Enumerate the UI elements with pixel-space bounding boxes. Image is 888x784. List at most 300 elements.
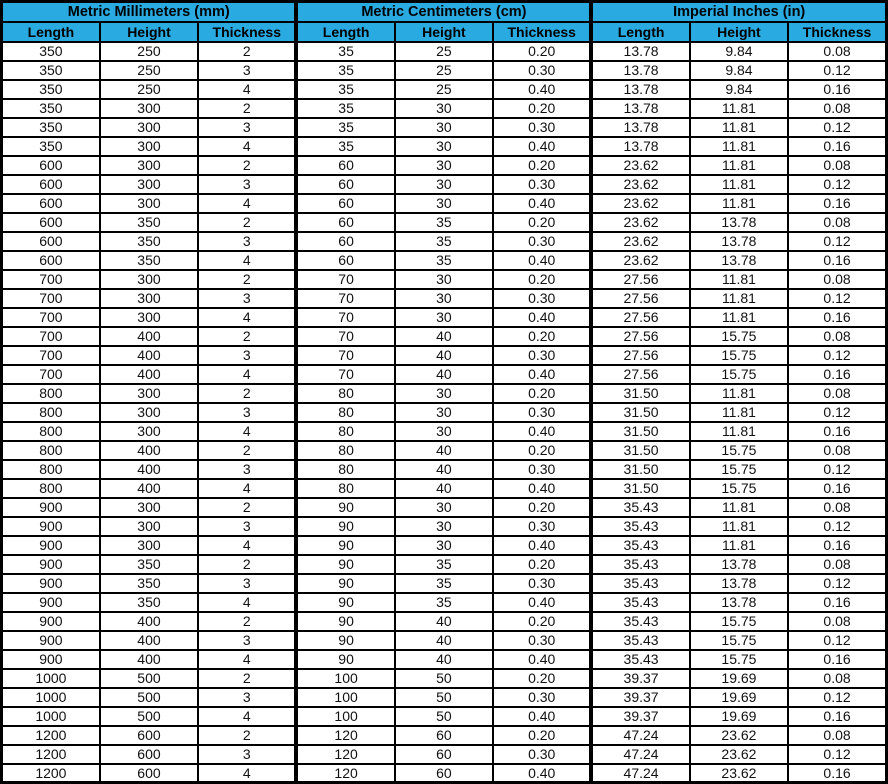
cell-in-height: 15.75 — [690, 346, 788, 365]
table-row — [2, 517, 887, 536]
cell-cm-height: 35 — [395, 593, 493, 612]
cell-in-length: 35.43 — [591, 555, 689, 574]
cell-mm-height: 300 — [100, 137, 198, 156]
cell-cm-thickness: 0.20 — [493, 156, 591, 175]
cell-mm-length: 700 — [2, 308, 100, 327]
cell-in-length: 35.43 — [591, 574, 689, 593]
cell-cm-height: 30 — [395, 517, 493, 536]
cell-in-height: 23.62 — [690, 764, 788, 783]
cell-cm-thickness: 0.30 — [493, 289, 591, 308]
cell-mm-thickness: 2 — [198, 498, 296, 517]
cell-in-height: 11.81 — [690, 137, 788, 156]
cell-cm-height: 60 — [395, 726, 493, 745]
col-header-mm-height: Height — [100, 22, 198, 42]
table-row — [2, 574, 887, 593]
cell-in-thickness: 0.12 — [788, 460, 886, 479]
cell-cm-height: 30 — [395, 536, 493, 555]
cell-in-length: 27.56 — [591, 365, 689, 384]
table-row — [2, 384, 887, 403]
table-row — [2, 327, 887, 346]
table-row — [2, 688, 887, 707]
cell-mm-height: 400 — [100, 612, 198, 631]
cell-in-height: 13.78 — [690, 213, 788, 232]
cell-cm-height: 30 — [395, 175, 493, 194]
table-row — [2, 137, 887, 156]
cell-mm-length: 1200 — [2, 726, 100, 745]
cell-in-length: 23.62 — [591, 213, 689, 232]
cell-cm-thickness: 0.30 — [493, 118, 591, 137]
cell-mm-height: 600 — [100, 745, 198, 764]
cell-mm-thickness: 2 — [198, 726, 296, 745]
cell-mm-thickness: 4 — [198, 137, 296, 156]
cell-mm-length: 800 — [2, 384, 100, 403]
cell-mm-length: 900 — [2, 498, 100, 517]
cell-cm-thickness: 0.40 — [493, 194, 591, 213]
cell-cm-height: 40 — [395, 441, 493, 460]
table-row — [2, 479, 887, 498]
table-row — [2, 175, 887, 194]
cell-cm-length: 80 — [296, 460, 394, 479]
cell-in-height: 11.81 — [690, 118, 788, 137]
cell-in-thickness: 0.12 — [788, 175, 886, 194]
cell-in-height: 19.69 — [690, 707, 788, 726]
cell-mm-length: 1000 — [2, 707, 100, 726]
cell-cm-length: 90 — [296, 536, 394, 555]
cell-in-length: 31.50 — [591, 422, 689, 441]
cell-cm-thickness: 0.20 — [493, 498, 591, 517]
cell-cm-height: 30 — [395, 308, 493, 327]
cell-in-height: 9.84 — [690, 80, 788, 99]
col-header-cm-height: Height — [395, 22, 493, 42]
table-row — [2, 232, 887, 251]
cell-cm-length: 35 — [296, 61, 394, 80]
cell-in-height: 13.78 — [690, 251, 788, 270]
cell-mm-length: 1000 — [2, 688, 100, 707]
cell-mm-height: 400 — [100, 327, 198, 346]
group-header-row — [2, 2, 887, 22]
cell-mm-thickness: 4 — [198, 593, 296, 612]
cell-in-thickness: 0.16 — [788, 80, 886, 99]
cell-in-length: 35.43 — [591, 650, 689, 669]
cell-in-length: 23.62 — [591, 251, 689, 270]
cell-cm-length: 90 — [296, 574, 394, 593]
table-row — [2, 80, 887, 99]
cell-in-thickness: 0.08 — [788, 156, 886, 175]
cell-cm-thickness: 0.40 — [493, 422, 591, 441]
cell-mm-thickness: 3 — [198, 745, 296, 764]
cell-mm-height: 300 — [100, 99, 198, 118]
cell-mm-height: 500 — [100, 707, 198, 726]
cell-in-thickness: 0.12 — [788, 745, 886, 764]
cell-mm-thickness: 4 — [198, 479, 296, 498]
cell-mm-height: 250 — [100, 42, 198, 61]
cell-cm-thickness: 0.20 — [493, 213, 591, 232]
cell-in-thickness: 0.08 — [788, 42, 886, 61]
cell-in-thickness: 0.16 — [788, 137, 886, 156]
cell-cm-height: 50 — [395, 669, 493, 688]
cell-cm-thickness: 0.20 — [493, 327, 591, 346]
cell-mm-height: 300 — [100, 498, 198, 517]
cell-in-length: 27.56 — [591, 346, 689, 365]
cell-cm-length: 100 — [296, 688, 394, 707]
cell-cm-height: 40 — [395, 327, 493, 346]
cell-cm-height: 50 — [395, 688, 493, 707]
cell-in-length: 35.43 — [591, 631, 689, 650]
cell-mm-length: 600 — [2, 175, 100, 194]
cell-mm-length: 900 — [2, 555, 100, 574]
cell-in-length: 23.62 — [591, 194, 689, 213]
cell-mm-thickness: 3 — [198, 574, 296, 593]
table-row — [2, 289, 887, 308]
cell-mm-length: 800 — [2, 403, 100, 422]
cell-mm-height: 250 — [100, 61, 198, 80]
cell-in-length: 23.62 — [591, 232, 689, 251]
cell-mm-length: 600 — [2, 213, 100, 232]
cell-in-height: 11.81 — [690, 403, 788, 422]
cell-cm-thickness: 0.40 — [493, 365, 591, 384]
cell-cm-height: 60 — [395, 764, 493, 783]
cell-cm-length: 80 — [296, 403, 394, 422]
cell-in-height: 23.62 — [690, 745, 788, 764]
cell-in-thickness: 0.16 — [788, 308, 886, 327]
cell-cm-thickness: 0.30 — [493, 745, 591, 764]
cell-mm-length: 350 — [2, 61, 100, 80]
table-row — [2, 308, 887, 327]
cell-in-thickness: 0.16 — [788, 650, 886, 669]
cell-cm-height: 40 — [395, 479, 493, 498]
cell-in-length: 31.50 — [591, 460, 689, 479]
cell-mm-height: 400 — [100, 650, 198, 669]
table-header — [2, 2, 887, 42]
cell-mm-length: 350 — [2, 80, 100, 99]
cell-in-thickness: 0.16 — [788, 707, 886, 726]
cell-in-length: 31.50 — [591, 384, 689, 403]
table-row — [2, 650, 887, 669]
cell-cm-thickness: 0.30 — [493, 346, 591, 365]
cell-cm-thickness: 0.30 — [493, 460, 591, 479]
cell-cm-length: 120 — [296, 764, 394, 783]
cell-cm-thickness: 0.40 — [493, 308, 591, 327]
table-row — [2, 460, 887, 479]
table-row — [2, 669, 887, 688]
cell-cm-height: 30 — [395, 99, 493, 118]
cell-in-thickness: 0.12 — [788, 574, 886, 593]
cell-cm-length: 35 — [296, 137, 394, 156]
cell-cm-height: 25 — [395, 61, 493, 80]
cell-mm-thickness: 2 — [198, 327, 296, 346]
cell-cm-length: 80 — [296, 441, 394, 460]
cell-mm-length: 600 — [2, 251, 100, 270]
cell-in-thickness: 0.16 — [788, 536, 886, 555]
cell-in-height: 15.75 — [690, 327, 788, 346]
cell-cm-height: 50 — [395, 707, 493, 726]
cell-cm-thickness: 0.20 — [493, 384, 591, 403]
table-row — [2, 707, 887, 726]
cell-in-thickness: 0.08 — [788, 498, 886, 517]
cell-mm-thickness: 2 — [198, 612, 296, 631]
cell-cm-height: 40 — [395, 612, 493, 631]
cell-in-thickness: 0.16 — [788, 194, 886, 213]
col-header-cm-length: Length — [296, 22, 394, 42]
cell-in-thickness: 0.16 — [788, 422, 886, 441]
cell-mm-thickness: 4 — [198, 707, 296, 726]
cell-in-height: 15.75 — [690, 650, 788, 669]
cell-mm-thickness: 4 — [198, 194, 296, 213]
cell-cm-height: 30 — [395, 194, 493, 213]
group-header-imperial-in: Imperial Inches (in) — [591, 2, 886, 22]
cell-cm-height: 30 — [395, 422, 493, 441]
cell-in-thickness: 0.16 — [788, 593, 886, 612]
cell-in-height: 11.81 — [690, 289, 788, 308]
cell-mm-thickness: 3 — [198, 346, 296, 365]
cell-cm-thickness: 0.40 — [493, 764, 591, 783]
cell-mm-length: 900 — [2, 612, 100, 631]
table-row — [2, 441, 887, 460]
cell-mm-length: 350 — [2, 118, 100, 137]
cell-cm-height: 35 — [395, 251, 493, 270]
cell-mm-thickness: 3 — [198, 289, 296, 308]
cell-in-thickness: 0.08 — [788, 441, 886, 460]
cell-mm-thickness: 3 — [198, 175, 296, 194]
cell-cm-thickness: 0.30 — [493, 61, 591, 80]
table-row — [2, 612, 887, 631]
cell-mm-thickness: 4 — [198, 308, 296, 327]
cell-in-height: 11.81 — [690, 536, 788, 555]
cell-in-thickness: 0.08 — [788, 384, 886, 403]
cell-in-height: 15.75 — [690, 460, 788, 479]
cell-in-height: 11.81 — [690, 194, 788, 213]
cell-cm-length: 100 — [296, 669, 394, 688]
cell-mm-thickness: 2 — [198, 213, 296, 232]
cell-in-height: 13.78 — [690, 555, 788, 574]
cell-in-thickness: 0.08 — [788, 213, 886, 232]
cell-in-length: 13.78 — [591, 137, 689, 156]
cell-mm-thickness: 4 — [198, 251, 296, 270]
cell-mm-thickness: 3 — [198, 61, 296, 80]
cell-mm-height: 400 — [100, 365, 198, 384]
cell-mm-thickness: 2 — [198, 99, 296, 118]
cell-mm-height: 300 — [100, 403, 198, 422]
table-row — [2, 42, 887, 61]
cell-mm-height: 300 — [100, 156, 198, 175]
cell-cm-length: 70 — [296, 327, 394, 346]
cell-mm-height: 300 — [100, 175, 198, 194]
table-row — [2, 498, 887, 517]
table-row — [2, 99, 887, 118]
cell-mm-length: 700 — [2, 289, 100, 308]
cell-in-length: 23.62 — [591, 156, 689, 175]
cell-cm-length: 60 — [296, 251, 394, 270]
cell-in-thickness: 0.12 — [788, 688, 886, 707]
cell-mm-height: 300 — [100, 308, 198, 327]
cell-cm-height: 60 — [395, 745, 493, 764]
cell-in-length: 31.50 — [591, 403, 689, 422]
table-row — [2, 745, 887, 764]
cell-in-height: 11.81 — [690, 175, 788, 194]
cell-cm-height: 30 — [395, 384, 493, 403]
table-row — [2, 631, 887, 650]
cell-cm-thickness: 0.20 — [493, 42, 591, 61]
cell-in-height: 15.75 — [690, 365, 788, 384]
col-header-in-height: Height — [690, 22, 788, 42]
table-row — [2, 555, 887, 574]
cell-in-height: 13.78 — [690, 574, 788, 593]
cell-in-thickness: 0.08 — [788, 270, 886, 289]
cell-in-length: 47.24 — [591, 726, 689, 745]
cell-cm-height: 25 — [395, 42, 493, 61]
cell-mm-length: 700 — [2, 365, 100, 384]
col-header-cm-thickness: Thickness — [493, 22, 591, 42]
cell-mm-height: 350 — [100, 593, 198, 612]
cell-mm-height: 400 — [100, 479, 198, 498]
cell-mm-length: 700 — [2, 346, 100, 365]
cell-mm-height: 500 — [100, 688, 198, 707]
cell-mm-height: 350 — [100, 213, 198, 232]
cell-cm-thickness: 0.30 — [493, 175, 591, 194]
cell-in-height: 11.81 — [690, 308, 788, 327]
cell-mm-length: 900 — [2, 517, 100, 536]
cell-in-height: 11.81 — [690, 422, 788, 441]
cell-in-length: 13.78 — [591, 118, 689, 137]
cell-mm-thickness: 2 — [198, 42, 296, 61]
cell-mm-height: 300 — [100, 270, 198, 289]
cell-cm-length: 70 — [296, 365, 394, 384]
cell-mm-thickness: 4 — [198, 650, 296, 669]
cell-mm-thickness: 4 — [198, 536, 296, 555]
cell-cm-length: 90 — [296, 555, 394, 574]
cell-cm-length: 80 — [296, 384, 394, 403]
cell-in-height: 11.81 — [690, 156, 788, 175]
cell-mm-thickness: 4 — [198, 80, 296, 99]
cell-cm-length: 80 — [296, 422, 394, 441]
cell-in-height: 11.81 — [690, 517, 788, 536]
cell-mm-length: 600 — [2, 156, 100, 175]
cell-mm-length: 900 — [2, 574, 100, 593]
cell-mm-height: 400 — [100, 460, 198, 479]
cell-cm-height: 40 — [395, 631, 493, 650]
cell-in-thickness: 0.08 — [788, 612, 886, 631]
table-row — [2, 764, 887, 783]
cell-cm-length: 80 — [296, 479, 394, 498]
table-row — [2, 270, 887, 289]
cell-in-thickness: 0.12 — [788, 118, 886, 137]
cell-cm-thickness: 0.40 — [493, 536, 591, 555]
cell-cm-height: 40 — [395, 650, 493, 669]
cell-cm-thickness: 0.30 — [493, 574, 591, 593]
cell-cm-height: 30 — [395, 498, 493, 517]
cell-in-height: 23.62 — [690, 726, 788, 745]
cell-in-thickness: 0.16 — [788, 479, 886, 498]
cell-in-height: 13.78 — [690, 232, 788, 251]
cell-in-height: 13.78 — [690, 593, 788, 612]
cell-mm-length: 350 — [2, 99, 100, 118]
cell-in-height: 15.75 — [690, 631, 788, 650]
cell-in-length: 39.37 — [591, 669, 689, 688]
cell-cm-length: 90 — [296, 593, 394, 612]
cell-mm-height: 300 — [100, 422, 198, 441]
cell-cm-length: 70 — [296, 289, 394, 308]
table-row — [2, 593, 887, 612]
col-header-in-thickness: Thickness — [788, 22, 886, 42]
cell-in-length: 35.43 — [591, 593, 689, 612]
cell-in-thickness: 0.16 — [788, 251, 886, 270]
cell-in-length: 35.43 — [591, 517, 689, 536]
cell-in-length: 13.78 — [591, 80, 689, 99]
cell-in-thickness: 0.08 — [788, 99, 886, 118]
cell-cm-length: 90 — [296, 517, 394, 536]
cell-cm-length: 70 — [296, 308, 394, 327]
cell-mm-length: 700 — [2, 327, 100, 346]
table-row — [2, 61, 887, 80]
cell-in-length: 47.24 — [591, 745, 689, 764]
cell-cm-thickness: 0.20 — [493, 669, 591, 688]
cell-in-thickness: 0.08 — [788, 669, 886, 688]
cell-mm-thickness: 3 — [198, 118, 296, 137]
cell-mm-thickness: 3 — [198, 517, 296, 536]
table-row — [2, 536, 887, 555]
cell-in-length: 35.43 — [591, 612, 689, 631]
cell-in-thickness: 0.16 — [788, 764, 886, 783]
cell-mm-length: 900 — [2, 631, 100, 650]
cell-cm-height: 30 — [395, 270, 493, 289]
table-row — [2, 422, 887, 441]
cell-cm-length: 100 — [296, 707, 394, 726]
cell-mm-height: 300 — [100, 194, 198, 213]
cell-cm-height: 30 — [395, 156, 493, 175]
table-row — [2, 156, 887, 175]
cell-cm-thickness: 0.40 — [493, 479, 591, 498]
cell-in-length: 47.24 — [591, 764, 689, 783]
cell-in-length: 35.43 — [591, 536, 689, 555]
cell-in-thickness: 0.08 — [788, 555, 886, 574]
table-body — [2, 42, 887, 783]
cell-in-length: 13.78 — [591, 99, 689, 118]
cell-mm-thickness: 2 — [198, 669, 296, 688]
cell-cm-height: 30 — [395, 137, 493, 156]
cell-cm-height: 30 — [395, 289, 493, 308]
cell-cm-length: 70 — [296, 270, 394, 289]
cell-cm-thickness: 0.20 — [493, 726, 591, 745]
cell-in-length: 27.56 — [591, 327, 689, 346]
cell-mm-height: 250 — [100, 80, 198, 99]
cell-cm-length: 35 — [296, 118, 394, 137]
cell-cm-height: 40 — [395, 460, 493, 479]
cell-cm-thickness: 0.30 — [493, 403, 591, 422]
cell-cm-height: 35 — [395, 213, 493, 232]
cell-cm-thickness: 0.20 — [493, 99, 591, 118]
cell-cm-height: 35 — [395, 574, 493, 593]
cell-mm-thickness: 2 — [198, 441, 296, 460]
table-row — [2, 118, 887, 137]
cell-cm-length: 120 — [296, 726, 394, 745]
cell-mm-thickness: 2 — [198, 270, 296, 289]
cell-cm-thickness: 0.20 — [493, 441, 591, 460]
cell-mm-thickness: 4 — [198, 365, 296, 384]
cell-cm-length: 60 — [296, 175, 394, 194]
cell-mm-length: 350 — [2, 42, 100, 61]
cell-cm-thickness: 0.40 — [493, 650, 591, 669]
cell-cm-length: 35 — [296, 42, 394, 61]
cell-mm-height: 600 — [100, 726, 198, 745]
cell-mm-height: 500 — [100, 669, 198, 688]
cell-mm-height: 300 — [100, 289, 198, 308]
cell-mm-height: 400 — [100, 346, 198, 365]
cell-cm-height: 35 — [395, 232, 493, 251]
cell-mm-length: 800 — [2, 441, 100, 460]
cell-cm-height: 30 — [395, 403, 493, 422]
cell-mm-length: 700 — [2, 270, 100, 289]
table-row — [2, 726, 887, 745]
